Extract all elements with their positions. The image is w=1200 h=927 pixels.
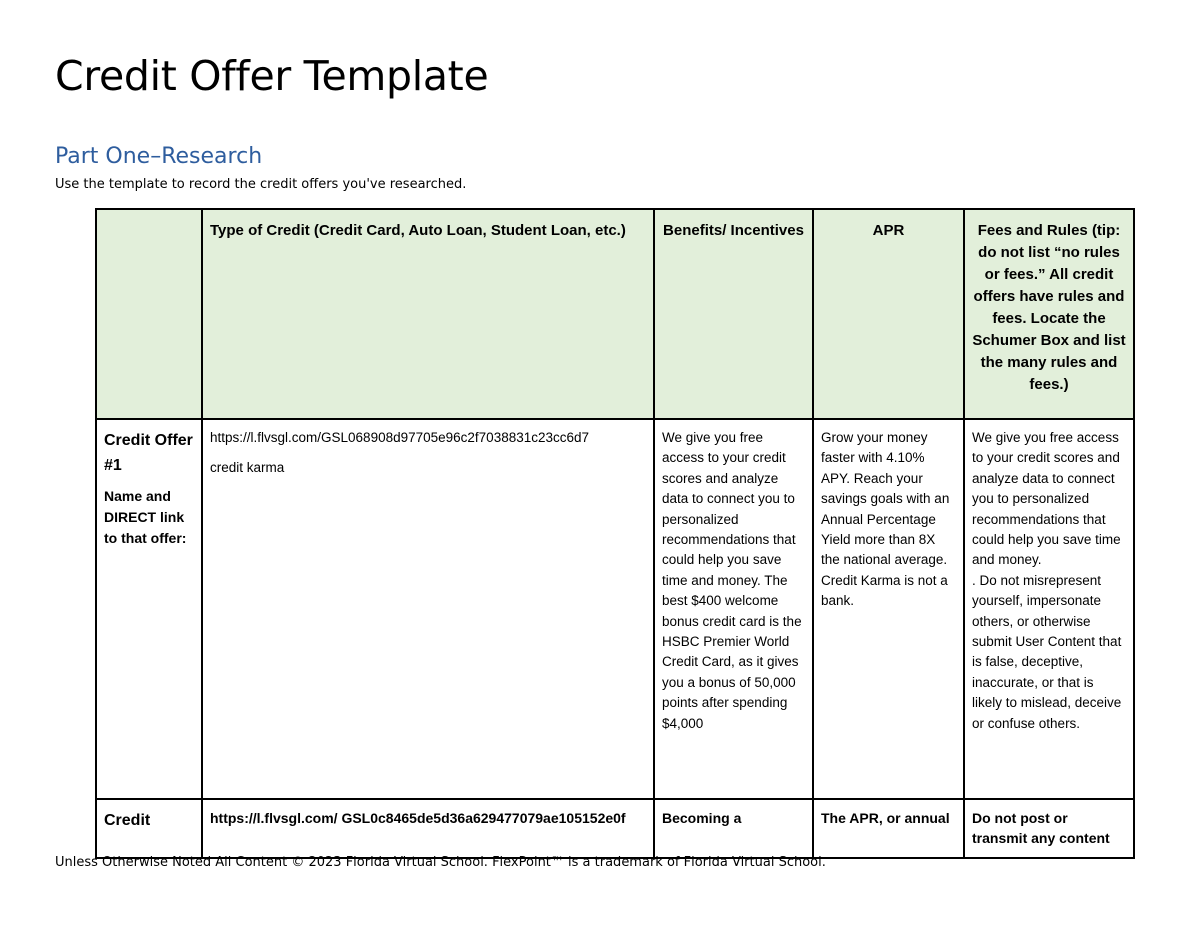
offer1-fees-cell[interactable]: [964, 419, 1134, 799]
header-empty-cell: [96, 209, 202, 419]
offer1-sublabel: Name and DIRECT link to that offer:: [104, 488, 187, 546]
table-header-row: [96, 209, 1134, 419]
header-type-of-credit[interactable]: Type of Credit (Credit Card, Auto Loan, Student Loan, etc.): [202, 209, 654, 419]
header-benefits[interactable]: Benefits/ Incentives: [654, 209, 813, 419]
document-title: Credit Offer Template: [55, 52, 489, 100]
credit-offer-table: [95, 208, 1135, 859]
table-row: [96, 419, 1134, 799]
offer1-url[interactable]: https://l.flvsgl.com/GSL068908d97705e96c2f7038831c23cc6d7: [210, 430, 590, 445]
offer2-benefits-cell[interactable]: Becoming a: [654, 799, 813, 858]
header-fees-and-rules[interactable]: Fees and Rules (tip: do not list “no rules or fees.” All credit offers have rules and fees. Locate the Schumer Box and list the many rules and fees.): [964, 209, 1134, 419]
offer2-url[interactable]: https://l.flvsgl.com/ GSL0c8465de5d36a629477079ae105152e0f: [202, 799, 654, 858]
offer2-fees-cell[interactable]: Do not post or transmit any content: [964, 799, 1134, 858]
offer1-label-cell: [96, 419, 202, 799]
offer1-fees-part2: . Do not misrepresent yourself, impersonate others, or otherwise submit User Content that is false, deceptive, inaccurate, or that is likely to mislead, deceive or confuse others.: [972, 572, 1122, 731]
offer1-benefits-cell[interactable]: We give you free access to your credit scores and analyze data to connect you to personalized recommendations that could help you save time and money. The best $400 welcome bonus credit card is the HSBC Premier World Credit Card, as it gives you a bonus of 50,000 points after spending $4,000: [654, 419, 813, 799]
offer2-apr-cell[interactable]: The APR, or annual: [813, 799, 964, 858]
page-footer: Unless Otherwise Noted All Content © 2023 Florida Virtual School. FlexPoint™ is a trademark of Florida Virtual School.: [55, 855, 826, 870]
offer1-fees-part1: We give you free access to your credit scores and analyze data to connect you to personalized recommendations that could help you save time and money.: [972, 430, 1121, 568]
instructions-text: Use the template to record the credit offers you've researched.: [55, 177, 467, 192]
offer1-apr-cell[interactable]: Grow your money faster with 4.10% APY. Reach your savings goals with an Annual Percentage Yield more than 8X the national average. Credit Karma is not a bank.: [813, 419, 964, 799]
header-apr[interactable]: APR: [813, 209, 964, 419]
offer2-label-cell: [96, 799, 202, 858]
offer1-name: credit karma: [210, 460, 285, 476]
offer1-type-cell[interactable]: [202, 419, 654, 799]
section-heading: Part One–Research: [55, 144, 263, 169]
offer2-label: Credit: [104, 812, 151, 829]
offer1-label: Credit Offer #1: [104, 432, 193, 474]
table-row: [96, 799, 1134, 858]
